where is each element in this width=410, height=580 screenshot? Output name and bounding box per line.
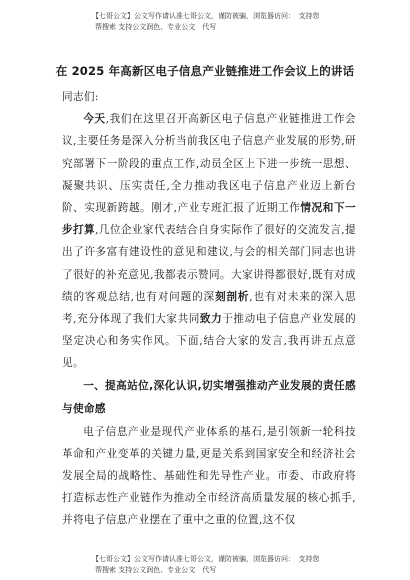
document-body (62, 86, 356, 532)
paragraph-section-1: 电子信息产业是现代产业体系的基石,是引领新一轮科技革命和产业变革的关键力量,更是关系到国家安全和经济社会发展全局的战略性、基础性和先导性产业。市委、市政府将打造标志性产业链作为推动全市经济高质量发展的核心抓手,并将电子信息产业摆在了重中之重的位置,这不仅 (62, 425, 356, 527)
bold-phrase-analysis: 刻剖析 (214, 290, 250, 303)
bold-lead-today: 今天 (83, 113, 106, 126)
footer-notice (92, 554, 332, 576)
bold-phrase-commit: 致力 (199, 313, 223, 326)
bold-phrase-situation: 情况和下一步打算 (62, 202, 356, 237)
section-heading-1: 一、提高站位,深化认识,切实增强推动产业发展的责任感与使命感 (62, 379, 356, 415)
paragraph-text: ,几位企业家代表结合自身实际作了很好的交流发言,提出了许多富有建设性的意见和建议,与会的相关部门同志也讲了很好的补充意见,我都表示赞同。大家讲得都很好,既有对成绩的客观总结,也有对问题的深 (62, 224, 356, 303)
paragraph-text: ,我们在这里召开高新区电子信息产业链推进工作会议,主要任务是深入分析当前我区电子信息产业发展的形势,研究部署下一阶段的重点工作,动员全区上下进一步统一思想、凝聚共识、压实责任,全力推动我区电子信息产业迈上新台阶、实现新跨越。刚才,产业专班汇报了近期工作 (62, 113, 357, 215)
header-notice (92, 11, 332, 33)
footer-notice-line-1: 【七哥公文】公文写作请认准七哥公文，谨防被骗，浏览器访问： 支持您 (92, 555, 320, 563)
footer-notice-line-2: 帮搜索 支持公文润色、专业公文 代写 (95, 566, 217, 574)
header-notice-line-2: 帮搜索 支持公文润色、专业公文 代写 (95, 23, 217, 31)
salutation: 同志们: (62, 91, 99, 103)
paragraph-opening (62, 108, 356, 374)
document-title: 在 2025 年高新区电子信息产业链推进工作会议上的讲话 (55, 64, 355, 78)
header-notice-line-1: 【七哥公文】公文写作请认准七哥公文，谨防被骗，浏览器访问： 支持您 (92, 12, 320, 20)
paragraph-text: 于推动电子信息产业发展的坚定决心和务实作风。下面,结合大家的发言,我再讲五点意见。 (62, 313, 357, 370)
paragraph-text: ,也有对未来的深入思考,充分体现了我们大家共同 (62, 290, 356, 326)
